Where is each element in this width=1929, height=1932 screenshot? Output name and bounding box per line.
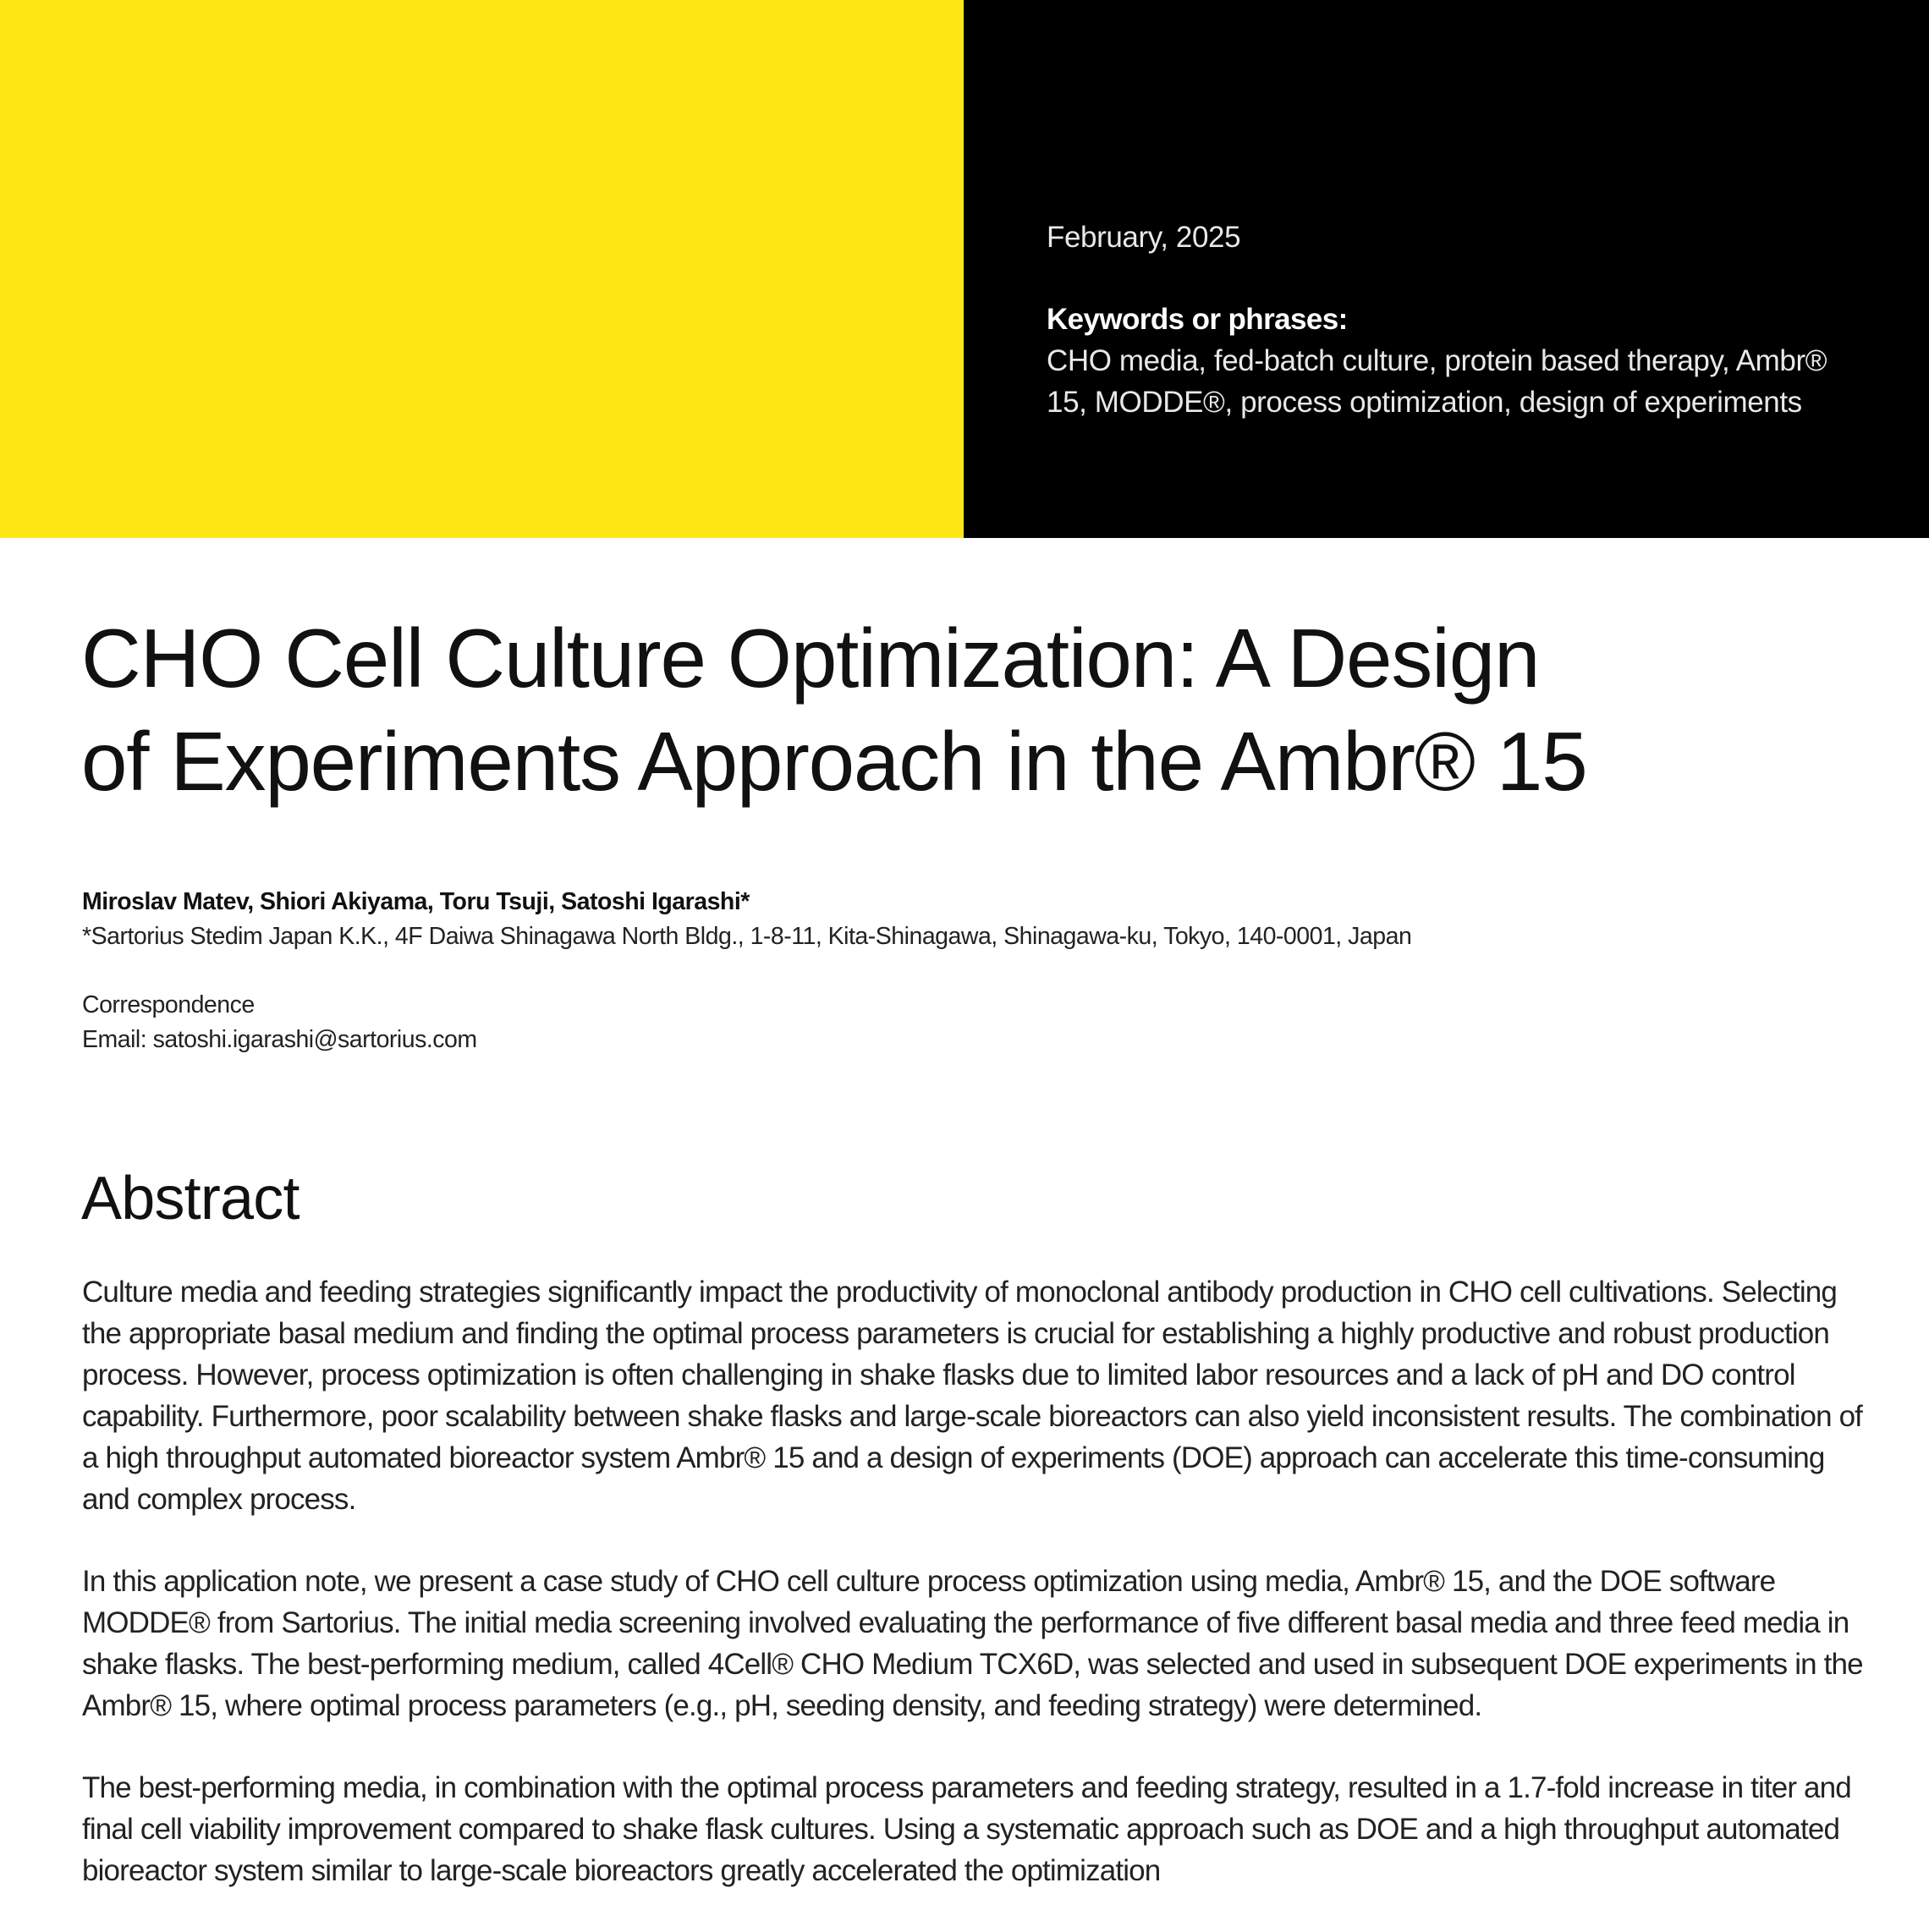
author-affiliation: *Sartorius Stedim Japan K.K., 4F Daiwa Shinagawa North Bldg., 1-8-11, Kita-Shinagawa, Shinagawa-ku, Tokyo, 140-0001, Japan: [82, 923, 1412, 950]
document-meta: [1047, 217, 1859, 423]
title-line-1: CHO Cell Culture Optimization: A Design: [81, 612, 1540, 705]
author-names: Miroslav Matev, Shiori Akiyama, Toru Tsuji, Satoshi Igarashi*: [82, 888, 750, 915]
document-title: [81, 606, 1706, 813]
abstract-body: [82, 1271, 1867, 1932]
header-band: [0, 0, 1929, 538]
keywords-label: Keywords or phrases:: [1047, 303, 1348, 336]
black-meta-block: [964, 0, 1929, 538]
abstract-paragraph: The best-performing media, in combination with the optimal process parameters and feeding strategy, resulted in a 1.7-fold increase in titer and final cell viability improvement compared to shake flask cultures. Using a systematic approach such as DOE and a high throughput automated bioreactor system similar to large-scale bioreactors greatly accelerated the optimization: [82, 1771, 1851, 1887]
abstract-paragraph: In this application note, we present a case study of CHO cell culture process optimization using media, Ambr® 15, and the DOE software MODDE® from Sartorius. The initial media screening involved evaluating the performance of five different basal media and three feed media in shake flasks. The best-performing medium, called 4Cell® CHO Medium TCX6D, was selected and used in subsequent DOE experiments in the Ambr® 15, where optimal process parameters (e.g., pH, seeding density, and feeding strategy) were determined.: [82, 1565, 1863, 1722]
correspondence-label: Correspondence: [82, 991, 255, 1018]
publication-date: February, 2025: [1047, 221, 1241, 254]
abstract-paragraph: Culture media and feeding strategies significantly impact the productivity of monoclonal antibody production in CHO cell cultivations. Selecting the appropriate basal medium and finding the optimal process parameters is crucial for establishing a highly productive and robust production process. However, process optimization is often challenging in shake flasks due to limited labor resources and a lack of pH and DO control capability. Furthermore, poor scalability between shake flasks and large-scale bioreactors can also yield inconsistent results. The combination of a high throughput automated bioreactor system Ambr® 15 and a design of experiments (DOE) approach can accelerate this time-consuming and complex process.: [82, 1276, 1863, 1516]
title-line-2: of Experiments Approach in the Ambr® 15: [81, 715, 1587, 808]
abstract-heading: Abstract: [81, 1165, 300, 1232]
authors-block: [82, 885, 1774, 954]
correspondence-email[interactable]: Email: satoshi.igarashi@sartorius.com: [82, 1026, 477, 1053]
correspondence-block: [82, 988, 477, 1057]
keywords-text: CHO media, fed-batch culture, protein based therapy, Ambr® 15, MODDE®, process optimization, design of experiments: [1047, 344, 1827, 419]
yellow-color-block: [0, 0, 964, 538]
